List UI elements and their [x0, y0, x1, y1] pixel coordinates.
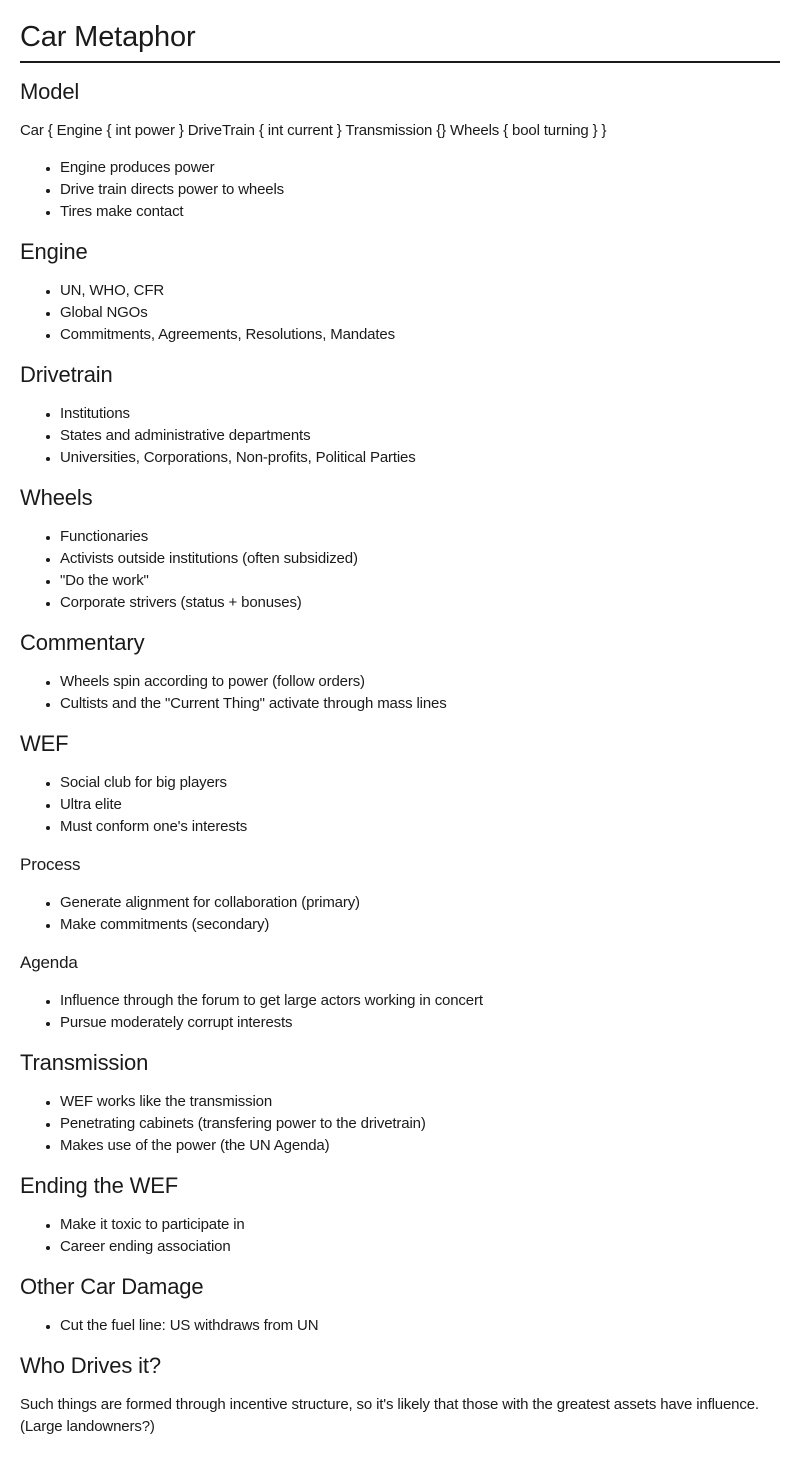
section-heading: Other Car Damage: [20, 1273, 204, 1299]
section-heading: Ending the WEF: [20, 1172, 179, 1198]
list-item: • Penetrating cabinets (transfering power to the drivetrain): [60, 1113, 780, 1135]
list-item: • Generate alignment for collaboration (primary): [60, 892, 780, 914]
page-title: Car Metaphor: [20, 20, 780, 63]
list-item: • Wheels spin according to power (follow orders): [60, 671, 780, 693]
list-item: • Universities, Corporations, Non-profits, Political Parties: [60, 447, 780, 469]
list-item: • Commitments, Agreements, Resolutions, Mandates: [60, 324, 780, 346]
list-item: • Engine produces power: [60, 157, 780, 179]
bullet-list: [20, 772, 780, 838]
list-item: • Drive train directs power to wheels: [60, 179, 780, 201]
list-item: • Corporate strivers (status + bonuses): [60, 592, 780, 614]
list-item: • Tires make contact: [60, 201, 780, 223]
list-item: • Global NGOs: [60, 302, 780, 324]
bullet-list: [20, 157, 780, 223]
section-heading: Process: [20, 854, 81, 874]
bullet-list: [20, 1091, 780, 1157]
section-heading: Agenda: [20, 952, 78, 972]
list-item: • Ultra elite: [60, 794, 780, 816]
list-item: • Functionaries: [60, 526, 780, 548]
section-heading: Wheels: [20, 484, 93, 510]
bullet-list: [20, 1315, 780, 1337]
list-item: • Institutions: [60, 403, 780, 425]
bullet-list: [20, 280, 780, 346]
document: [20, 20, 780, 1438]
list-item: • Must conform one's interests: [60, 816, 780, 838]
bullet-list: [20, 403, 780, 469]
section-heading: Engine: [20, 238, 88, 264]
bullet-list: [20, 1214, 780, 1258]
section-heading: Transmission: [20, 1049, 149, 1075]
bullet-list: [20, 892, 780, 936]
list-item: • Social club for big players: [60, 772, 780, 794]
list-item: • Cultists and the "Current Thing" activate through mass lines: [60, 693, 780, 715]
bullet-list: [20, 526, 780, 614]
list-item: • UN, WHO, CFR: [60, 280, 780, 302]
list-item: • Pursue moderately corrupt interests: [60, 1012, 780, 1034]
list-item: • Influence through the forum to get large actors working in concert: [60, 990, 780, 1012]
bullet-list: [20, 990, 780, 1034]
list-item: • Cut the fuel line: US withdraws from UN: [60, 1315, 780, 1337]
section-heading: Commentary: [20, 629, 145, 655]
list-item: • States and administrative departments: [60, 425, 780, 447]
list-item: • "Do the work": [60, 570, 780, 592]
list-item: • WEF works like the transmission: [60, 1091, 780, 1113]
section-heading: Model: [20, 78, 80, 104]
section-paragraph: Car { Engine { int power } DriveTrain { int current } Transmission {} Wheels { bool turning } }: [20, 121, 607, 139]
list-item: • Makes use of the power (the UN Agenda): [60, 1135, 780, 1157]
list-item: • Make it toxic to participate in: [60, 1214, 780, 1236]
list-item: • Career ending association: [60, 1236, 780, 1258]
sections: [20, 78, 780, 1438]
bullet-list: [20, 671, 780, 715]
section-heading: Drivetrain: [20, 361, 113, 387]
section-heading: Who Drives it?: [20, 1352, 161, 1378]
list-item: • Make commitments (secondary): [60, 914, 780, 936]
list-item: • Activists outside institutions (often subsidized): [60, 548, 780, 570]
section-paragraph: Such things are formed through incentive structure, so it's likely that those with the greatest assets have influence. (Large landowners?): [20, 1395, 759, 1435]
section-heading: WEF: [20, 730, 69, 756]
